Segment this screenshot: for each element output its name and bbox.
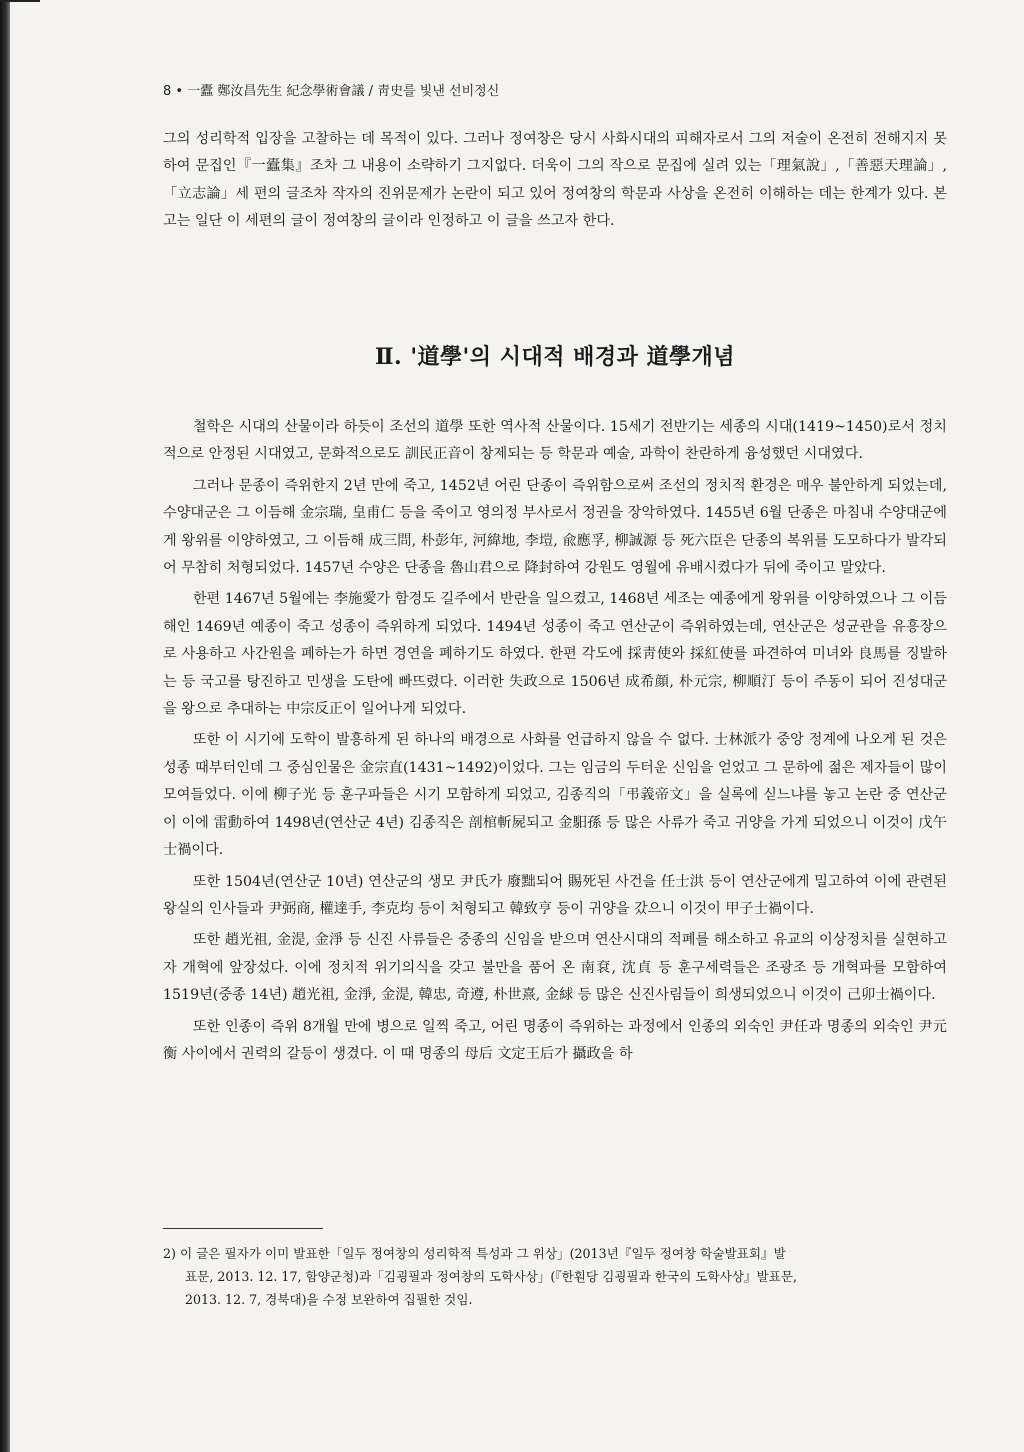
footnote xyxy=(163,1242,947,1311)
intro-section xyxy=(163,126,947,236)
paragraph: 한편 1467년 5월에는 李施愛가 함경도 길주에서 반란을 일으켰고, 1468년 세조는 예종에게 왕위를 이양하였으나 그 이듬해인 1469년 예종이 죽고 성종이 즉위하게 되었다. 1494년 성종이 죽고 연산군이 즉위하였는데, 연산군은 성균관을 유흥장으로 사용하고 사간원을 폐하는가 하면 경연을 폐하기도 하였다. 한편 각도에 採靑使와 採紅使를 파견하여 미녀와 良馬를 징발하는 등 국고를 탕진하고 민생을 도탄에 빠뜨렸다. 이러한 失政으로 1506년 成希顔, 朴元宗, 柳順汀 등이 주동이 되어 진성대군을 왕으로 추대하는 中宗反正이 일어나게 되었다. xyxy=(163,591,947,718)
footnote-line: 이 글은 필자가 이미 발표한「일두 정여창의 성리학적 특성과 그 위상」(2013년『일두 정여창 학술발표회』발 xyxy=(179,1246,786,1261)
scan-corner-mark xyxy=(0,0,40,8)
paragraph: 그러나 문종이 즉위한지 2년 만에 죽고, 1452년 어린 단종이 즉위함으로써 조선의 정치적 환경은 매우 불안하게 되었는데, 수양대군은 그 이듬해 金宗瑞, 皇甫仁 등을 죽이고 영의정 부사로서 정권을 장악하였다. 1455년 6월 단종은 마침내 수양대군에게 왕위를 이양하였고, 그 이듬해 成三問, 朴彭年, 河緯地, 李塏, 兪應孚, 柳誠源 등 死六臣은 단종의 복위를 도모하다가 발각되어 무참히 처형되었다. 1457년 수양은 단종을 魯山君으로 降封하여 강원도 영월에 유배시켰다가 뒤에 죽이고 말았다. xyxy=(163,477,947,577)
paragraph: 또한 趙光祖, 金湜, 金淨 등 신진 사류들은 중종의 신임을 받으며 연산시대의 적폐를 해소하고 유교의 이상정치를 실현하고자 개혁에 앞장섰다. 이에 정치적 위기의식을 갖고 불만을 품어 온 南袞, 沈貞 등 훈구세력들은 조광조 등 개혁파를 모함하여 1519년(중종 14년) 趙光祖, 金淨, 金湜, 韓忠, 奇遵, 朴世熹, 金絿 등 많은 신진사림들이 희생되었으니 이것이 己卯士禍이다. xyxy=(163,932,947,1004)
paragraph: 또한 인종이 즉위 8개월 만에 병으로 일찍 죽고, 어린 명종이 즉위하는 과정에서 인종의 외숙인 尹任과 명종의 외숙인 尹元衡 사이에서 권력의 갈등이 생겼다. 이 때 명종의 母后 文定王后가 攝政을 하 xyxy=(163,1018,947,1062)
footnote-divider xyxy=(163,1228,323,1229)
footnote-line: 표문, 2013. 12. 17, 함양군청)과「김굉필과 정여창의 도학사상」(『한훤당 김굉필과 한국의 도학사상』발표문, xyxy=(185,1269,798,1284)
running-head: 8 • 一蠹 鄭汝昌先生 紀念學術會議 / 靑史를 빛낸 선비정신 xyxy=(163,84,500,99)
paragraph: 또한 이 시기에 도학이 발흥하게 된 하나의 배경으로 사화를 언급하지 않을 수 없다. 士林派가 중앙 정계에 나오게 된 것은 성종 때부터인데 그 중심인물은 金宗直(1431~1492)이었다. 그는 임금의 두터운 신임을 얻었고 그 문하에 젊은 제자들이 많이 모여들었다. 이에 柳子光 등 훈구파들은 시기 모함하게 되었고, 김종직의「弔義帝文」을 실록에 싣느냐를 놓고 논란 중 연산군이 이에 雷動하여 1498년(연산군 4년) 김종직은 剖棺斬屍되고 金馹孫 등 많은 사류가 죽고 귀양을 가게 되었으니 이것이 戊午士禍이다. xyxy=(163,732,947,859)
paragraph: 철학은 시대의 산물이라 하듯이 조선의 道學 또한 역사적 산물이다. 15세기 전반기는 세종의 시대(1419~1450)로서 정치적으로 안정된 시대였고, 문화적으로도 訓民正音이 창제되는 등 학문과 예술, 과학이 찬란하게 융성했던 시대였다. xyxy=(163,419,947,463)
section-title: Ⅱ. '道學'의 시대적 배경과 道學개념 xyxy=(374,344,736,370)
paragraph: 또한 1504년(연산군 10년) 연산군의 생모 尹氏가 廢黜되어 賜死된 사건을 任士洪 등이 연산군에게 밀고하여 이에 관련된 왕실의 인사들과 尹弼商, 權達手, 李克均 등이 처형되고 韓致亨 등이 귀양을 갔으니 이것이 甲子士禍이다. xyxy=(163,873,947,917)
main-body xyxy=(163,414,947,1072)
scan-edge xyxy=(0,0,10,1452)
intro-paragraph: 그의 성리학적 입장을 고찰하는 데 목적이 있다. 그러나 정여창은 당시 사화시대의 피해자로서 그의 저술이 온전히 전해지지 못하여 문집인『一蠹集』조차 그 내용이 소략하기 그지없다. 더욱이 그의 작으로 문집에 실려 있는「理氣說」,「善惡天理論」,「立志論」세 편의 글조차 작자의 진위문제가 논란이 되고 있어 정여창의 학문과 사상을 온전히 이해하는 데는 한계가 있다. 본고는 일단 이 세편의 글이 정여창의 글이라 인정하고 이 글을 쓰고자 한다. xyxy=(163,131,947,230)
footnote-line: 2013. 12. 7, 경북대)을 수정 보완하여 집필한 것임. xyxy=(185,1292,473,1307)
footnote-mark: 2) xyxy=(163,1246,176,1261)
